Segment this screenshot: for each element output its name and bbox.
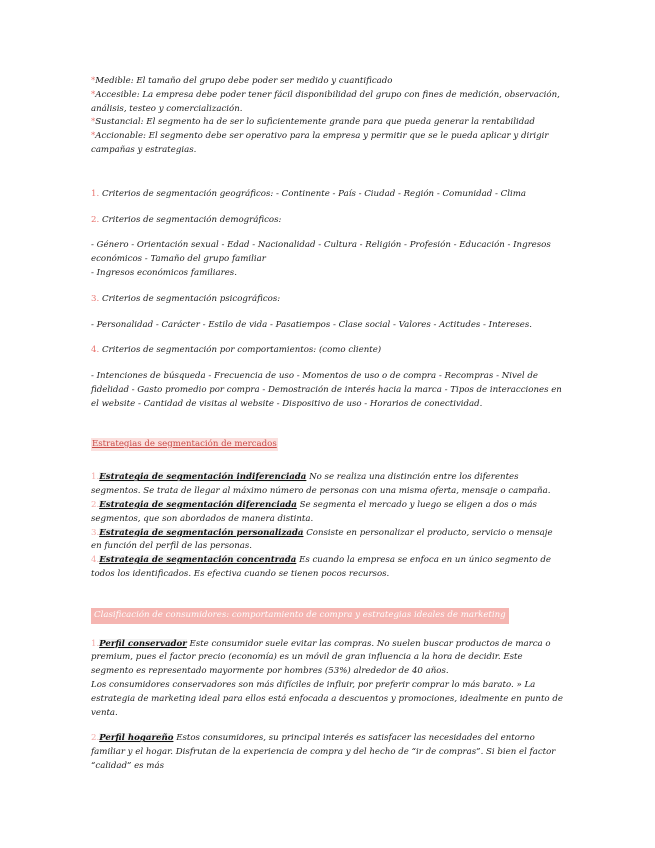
segmentation-demographic-details-extra: - Ingresos económicos familiares. <box>91 267 237 278</box>
segmentation-behavioral-details: - Intenciones de búsqueda - Frecuencia de uso - Momentos de uso o de compra - Recompras - Nivel de fidelidad - Gasto promedio por compra - Demostración de interés hacia la marca - Tipos de interacciones en el website - Cantidad de visitas al website - Dispositivo de uso - Horarios de conectividad. <box>91 371 562 409</box>
criteria-item-measurable: *Medible: El tamaño del grupo debe poder ser medido y cuantificado <box>91 76 393 86</box>
bullet-marker: * <box>91 76 96 86</box>
document-body <box>91 75 563 774</box>
segmentation-demographic-title: 2. Criterios de segmentación demográficos: <box>91 214 282 225</box>
segmentation-behavioral-title: 4. Criterios de segmentación por comportamientos: (como cliente) <box>91 345 382 356</box>
profile-conservative: 1.Perfil conservador Este consumidor suele evitar las compras. No suelen buscar productos de marca o premium, pues el factor precio (economía) es un móvil de gran influencia a la hora de decidir. Este segmento es representado mayormente por hombres (53%) alrededor de 40 años. <box>91 638 551 677</box>
profile-conservative-strategy: Los consumidores conservadores son más difíciles de influir, por preferir comprar lo más barato. » La estrategia de marketing ideal para ellos está enfocada a descuentos y promociones, idealmente en punto de venta. <box>91 679 563 718</box>
strategy-personalized: 3.Estrategia de segmentación personalizada Consiste en personalizar el producto, servicio o mensaje en función del perfil de las personas. <box>91 527 553 552</box>
strategy-differentiated: 2.Estrategia de segmentación diferenciada Se segmenta el mercado y luego se eligen a dos o más segmentos, que son abordados de manera distinta. <box>91 499 537 524</box>
strategy-undifferentiated: 1.Estrategia de segmentación indiferenciada No se realiza una distinción entre los diferentes segmentos. Se trata de llegar al máximo número de personas con una misma oferta, mensaje o campaña. <box>91 472 551 497</box>
criteria-list <box>91 75 563 158</box>
bullet-marker: * <box>91 89 96 100</box>
classification-heading: Clasificación de consumidores: comportamiento de compra y estrategias ideales de marketing <box>91 608 563 624</box>
strategies-heading: Estrategias de segmentación de mercados <box>91 438 563 452</box>
strategy-concentrated: 4.Estrategia de segmentación concentrada Es cuando la empresa se enfoca en un único segmento de todos los identificados. Es efectiva cuando se tienen pocos recursos. <box>91 555 551 579</box>
segmentation-psychographic-title: 3. Criterios de segmentación psicográficos: <box>91 293 281 304</box>
bullet-marker: * <box>91 131 96 142</box>
segmentation-geographic: 1. Criterios de segmentación geográficos: - Continente - País - Ciudad - Región - Comunidad - Clima <box>91 188 527 199</box>
criteria-item-substantial: *Sustancial: El segmento ha de ser lo suficientemente grande para que pueda generar la rentabilidad <box>91 117 535 128</box>
profile-homebody: 2.Perfil hogareño Estos consumidores, su principal interés es satisfacer las necesidades del entorno familiar y el hogar. Disfrutan de la experiencia de compra y del hecho de “ir de compras”. Si bien el factor “calidad” es más <box>91 733 556 771</box>
segmentation-demographic-details: - Género - Orientación sexual - Edad - Nacionalidad - Cultura - Religión - Profesión - Educación - Ingresos económicos - Tamaño del grupo familiar <box>91 240 551 265</box>
segmentation-psychographic-details: - Personalidad - Carácter - Estilo de vida - Pasatiempos - Clase social - Valores - Actitudes - Intereses. <box>91 319 532 330</box>
bullet-marker: * <box>91 117 96 128</box>
criteria-item-accessible: *Accesible: La empresa debe poder tener fácil disponibilidad del grupo con fines de medición, observación, análisis, testeo y comercialización. <box>91 89 560 114</box>
criteria-item-actionable: *Accionable: El segmento debe ser operativo para la empresa y permitir que se le pueda aplicar y dirigir campañas y estrategias. <box>91 131 549 155</box>
